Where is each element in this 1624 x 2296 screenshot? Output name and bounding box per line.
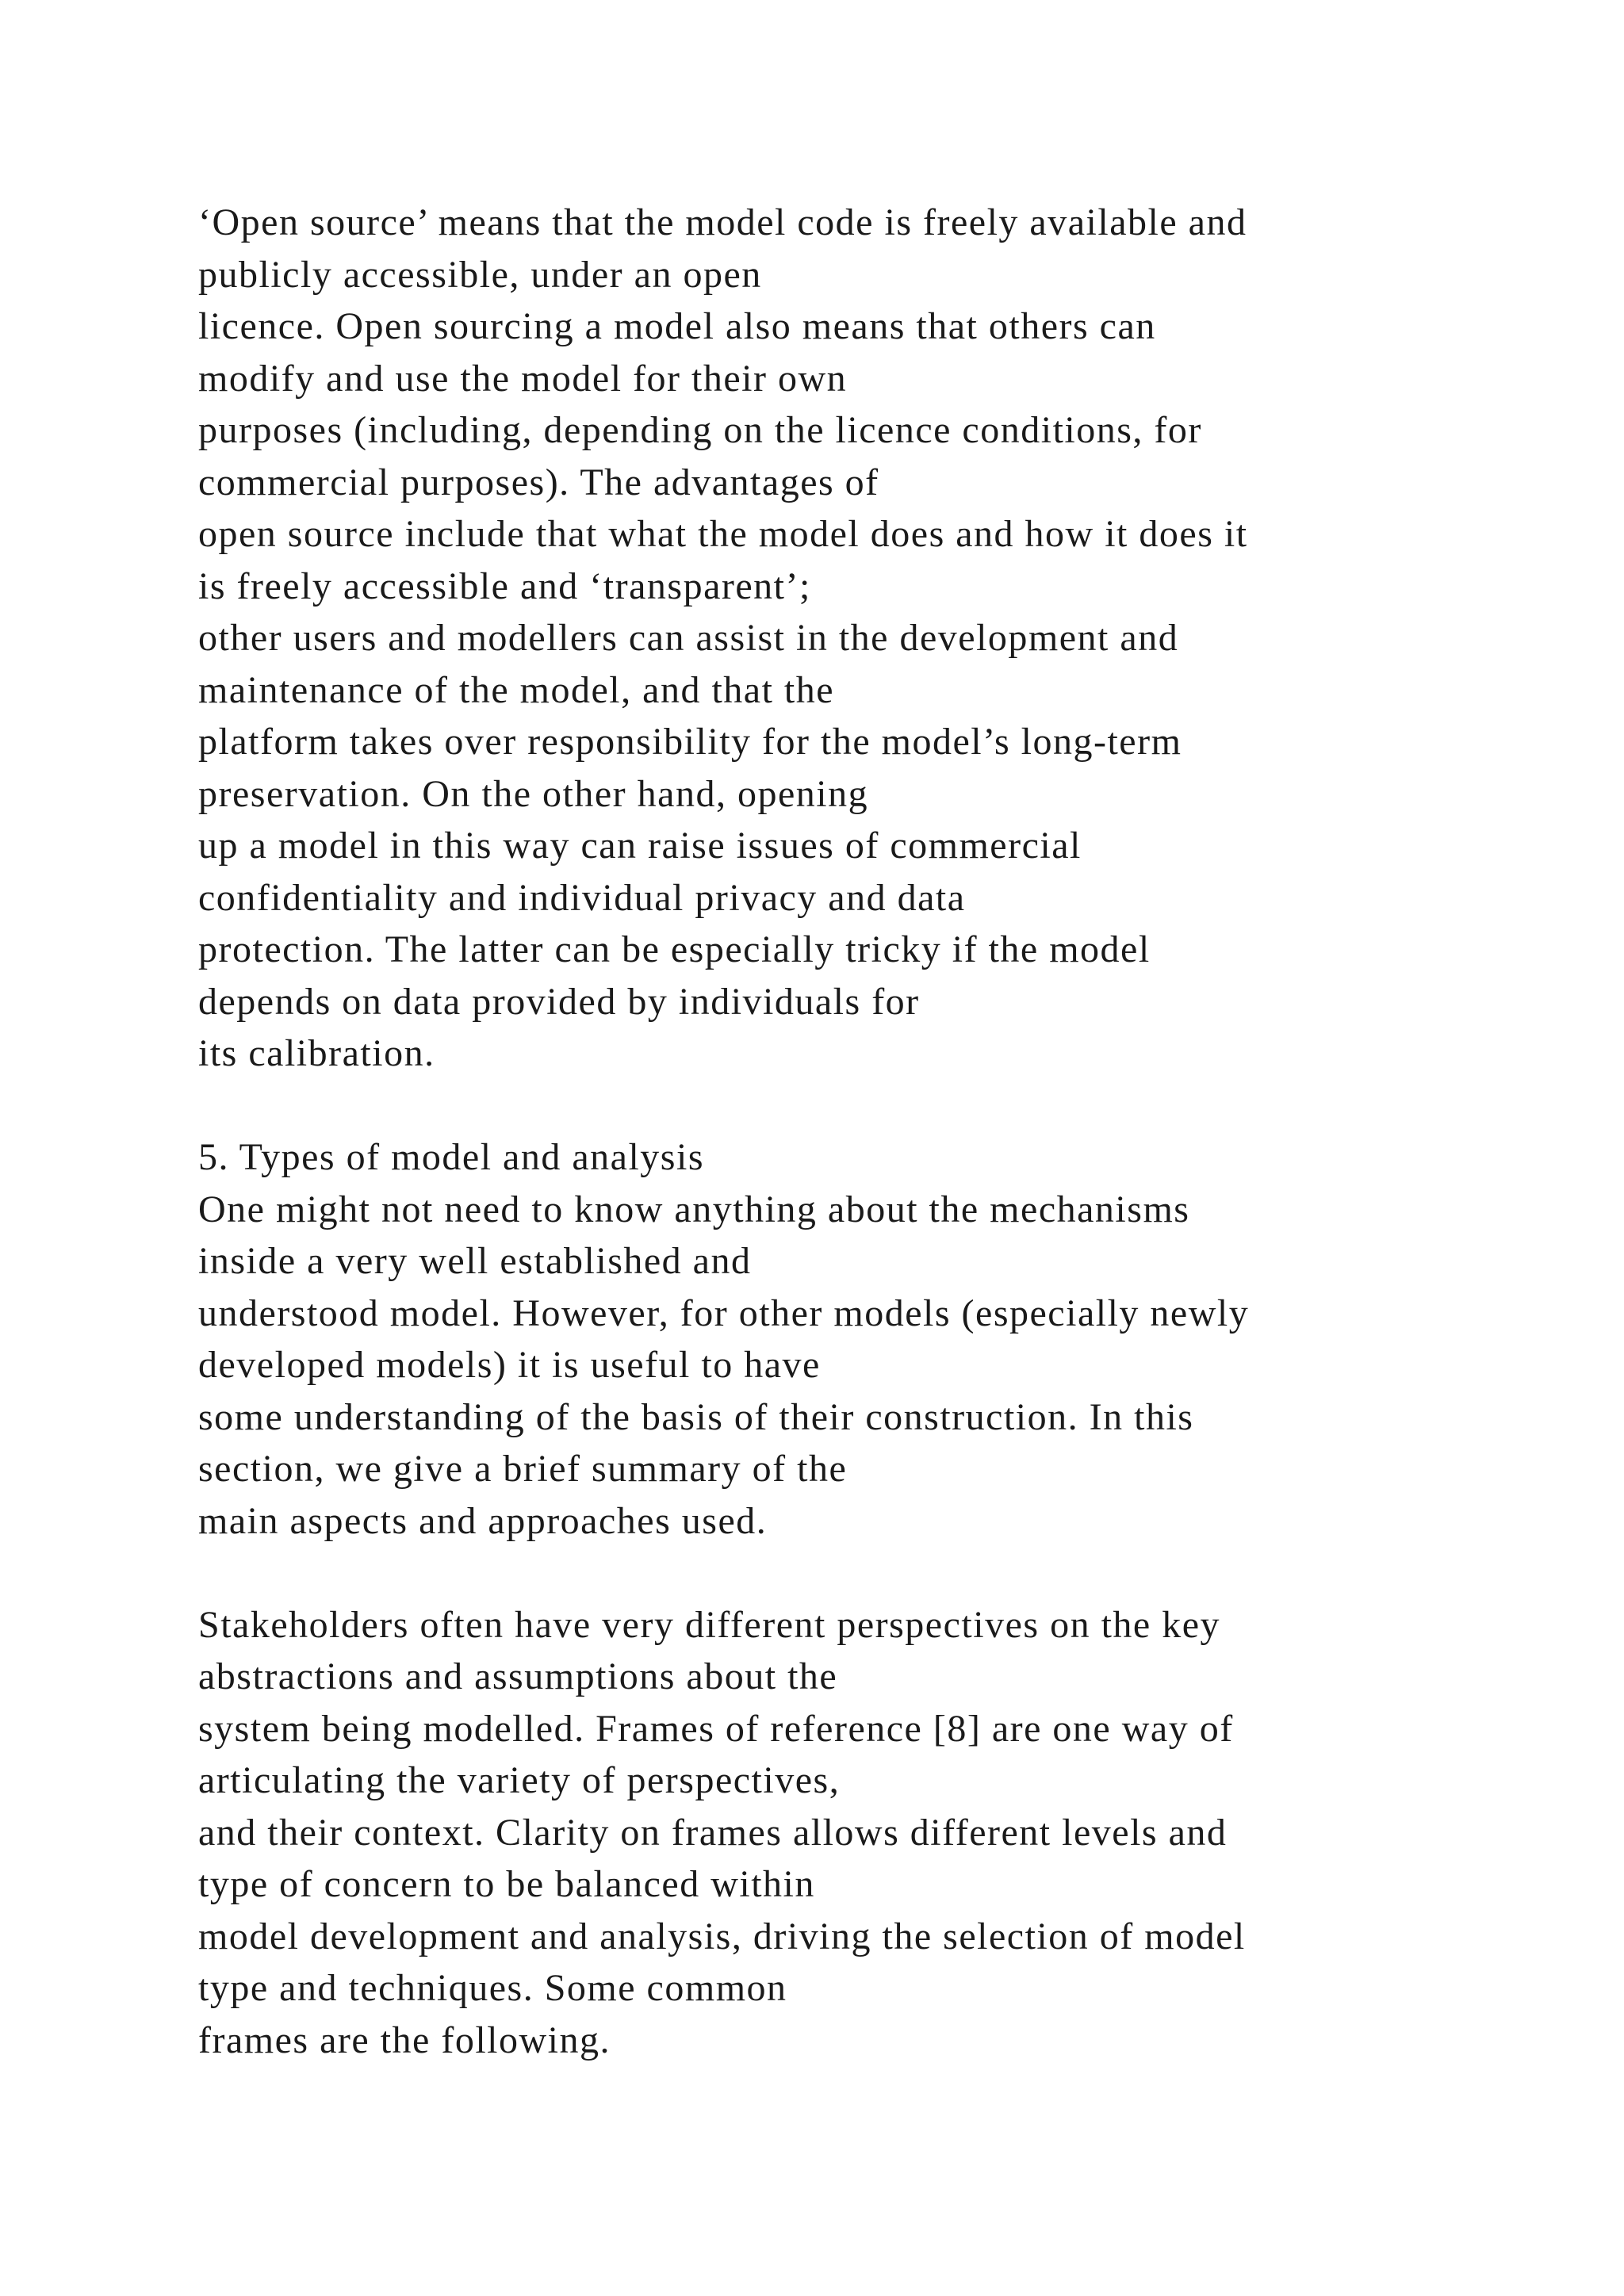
text-line: licence. Open sourcing a model also means that others can — [198, 305, 1156, 347]
text-line: abstractions and assumptions about the — [198, 1655, 838, 1697]
paragraph-open-source — [198, 197, 1610, 1080]
text-line: type and techniques. Some common — [198, 1967, 787, 2009]
text-line: maintenance of the model, and that the — [198, 668, 835, 711]
text-line: and their context. Clarity on frames allows different levels and — [198, 1811, 1228, 1854]
text-line: developed models) it is useful to have — [198, 1344, 821, 1386]
document-body — [198, 197, 1610, 2066]
paragraph-spacer — [198, 1080, 1610, 1132]
text-line: section, we give a brief summary of the — [198, 1448, 848, 1490]
text-line: articulating the variety of perspectives, — [198, 1759, 841, 1801]
text-line: some understanding of the basis of their construction. In this — [198, 1395, 1194, 1438]
text-line: publicly accessible, under an open — [198, 253, 762, 296]
text-line: type of concern to be balanced within — [198, 1863, 815, 1905]
text-line: system being modelled. Frames of reference [8] are one way of — [198, 1707, 1234, 1750]
text-line: understood model. However, for other models (especially newly — [198, 1292, 1250, 1334]
text-line: preservation. On the other hand, opening — [198, 772, 869, 815]
section-heading: 5. Types of model and analysis — [198, 1136, 704, 1178]
text-line: up a model in this way can raise issues of commercial — [198, 825, 1082, 867]
text-line: One might not need to know anything about the mechanisms — [198, 1188, 1190, 1230]
text-line: its calibration. — [198, 1032, 435, 1074]
text-line: modify and use the model for their own — [198, 357, 848, 400]
text-line: model development and analysis, driving the selection of model — [198, 1915, 1246, 1957]
text-line: open source include that what the model does and how it does it — [198, 513, 1248, 555]
text-line: main aspects and approaches used. — [198, 1499, 768, 1542]
text-line: is freely accessible and ‘transparent’; — [198, 564, 811, 607]
text-line: confidentiality and individual privacy and data — [198, 876, 966, 919]
text-line: inside a very well established and — [198, 1240, 752, 1282]
text-line: depends on data provided by individuals for — [198, 980, 920, 1023]
text-line: protection. The latter can be especially tricky if the model — [198, 928, 1151, 970]
paragraph-mechanisms — [198, 1184, 1610, 1548]
text-line: ‘Open source’ means that the model code is freely available and — [198, 201, 1247, 243]
text-line: commercial purposes). The advantages of — [198, 461, 879, 503]
paragraph-spacer — [198, 1547, 1610, 1599]
text-line: purposes (including, depending on the licence conditions, for — [198, 409, 1202, 451]
text-line: other users and modellers can assist in the development and — [198, 617, 1179, 659]
text-line: Stakeholders often have very different perspectives on the key — [198, 1603, 1221, 1646]
text-line: platform takes over responsibility for the model’s long-term — [198, 721, 1182, 763]
text-line: frames are the following. — [198, 2019, 611, 2061]
paragraph-stakeholders — [198, 1599, 1610, 2067]
